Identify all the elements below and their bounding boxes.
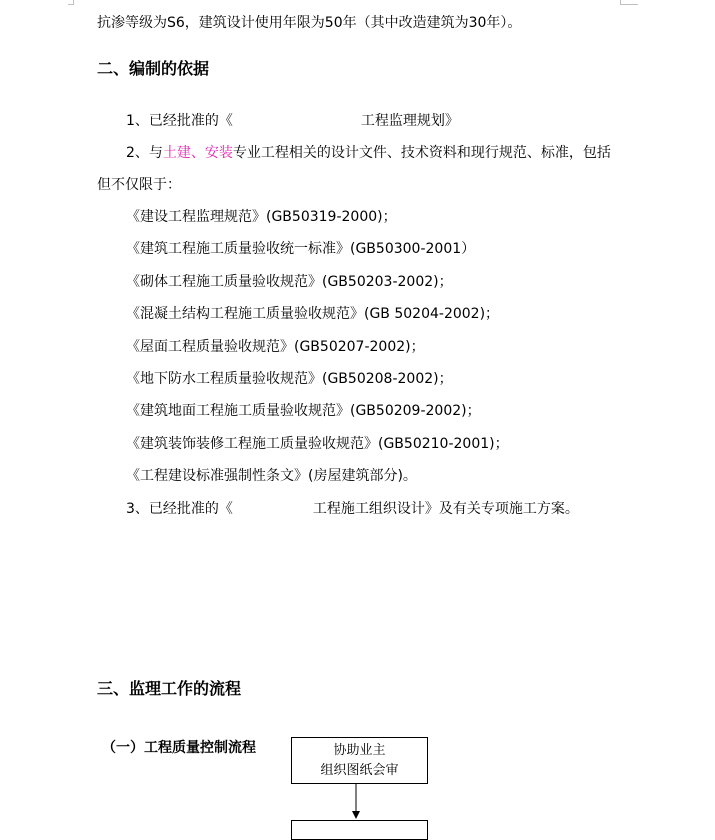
basis-item-3-prefix: 3、已经批准的《 [126,501,233,517]
flow-box-line-2: 组织图纸会审 [320,763,399,778]
section-heading-workflow: 三、监理工作的流程 [97,679,242,698]
flow-arrow [350,783,362,821]
page-corner-mark-left-h [68,4,74,5]
flow-box-drawing-review [291,737,428,784]
standard-item: 《建筑装饰装修工程施工质量验收规范》(GB50210-2001)； [126,436,509,452]
standard-item: 《地下防水工程质量验收规范》(GB50208-2002)； [126,371,453,387]
standard-item: 《混凝土结构工程施工质量验收规范》(GB 50204-2002)； [126,306,500,322]
body-text-top: 抗渗等级为S6，建筑设计使用年限为50年（其中改造建筑为30年）。 [97,15,522,31]
subsection-heading-quality-control: （一）工程质量控制流程 [102,740,256,756]
standard-item: 《工程建设标准强制性条文》(房屋建筑部分)。 [126,468,417,484]
basis-item-3-suffix: 工程施工组织设计》及有关专项施工方案。 [312,501,579,517]
standard-item: 《屋面工程质量验收规范》(GB50207-2002)； [126,339,425,355]
flow-box-line-1: 协助业主 [333,743,386,758]
basis-item-1-prefix: 1、已经批准的《 [126,113,233,129]
section-heading-basis: 二、编制的依据 [97,59,210,78]
basis-item-2 [126,143,611,163]
flow-box-next [291,820,428,840]
basis-item-2-continuation: 但不仅限于： [97,177,181,193]
basis-item-2-highlight: 土建、安装 [162,145,233,161]
basis-item-1 [126,111,459,131]
flow-arrow-head [352,811,360,819]
page-corner-mark-right-h [620,4,638,5]
standard-item: 《建设工程监理规范》(GB50319-2000)； [126,209,397,225]
basis-item-2-suffix: 专业工程相关的设计文件、技术资料和现行规范、标准，包括 [232,145,611,161]
basis-item-3 [126,499,579,519]
standard-item: 《砌体工程施工质量验收规范》(GB50203-2002)； [126,274,453,290]
basis-item-1-suffix: 工程监理规划》 [360,113,459,129]
standard-item: 《建筑工程施工质量验收统一标准》(GB50300-2001） [126,241,476,257]
basis-item-2-prefix: 2、与 [126,145,163,161]
standard-item: 《建筑地面工程施工质量验收规范》(GB50209-2002)； [126,403,481,419]
